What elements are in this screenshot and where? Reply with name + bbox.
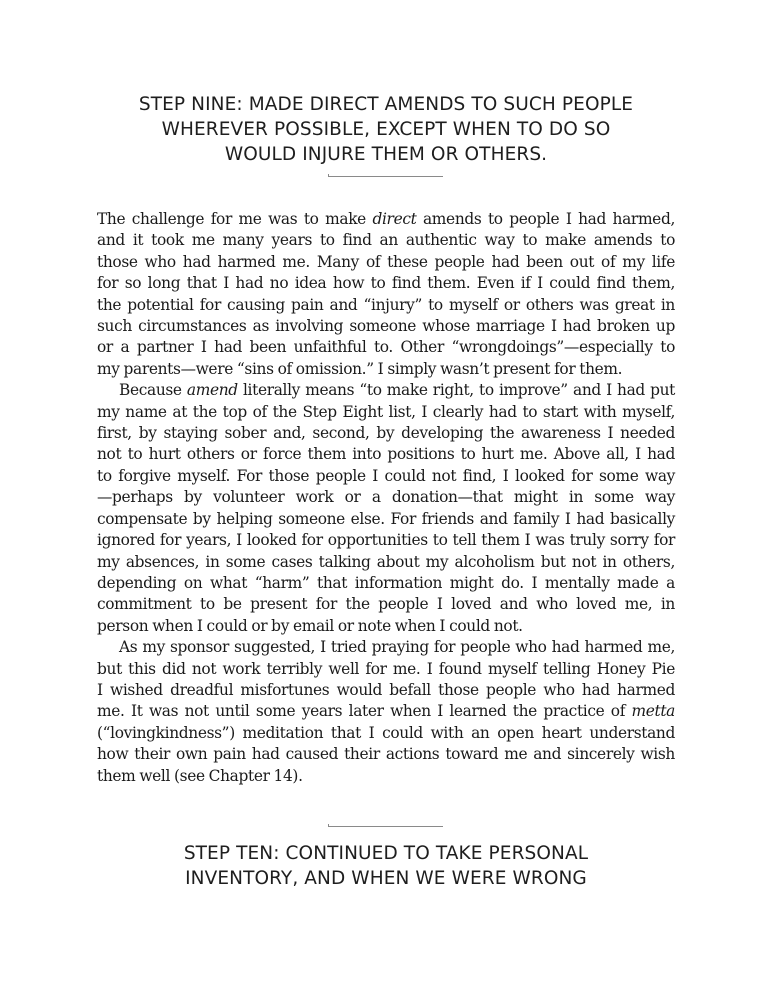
section-divider [328,176,443,177]
step-ten-heading [60,841,712,891]
paragraph [97,209,675,380]
text-line [97,380,675,401]
text-line [97,680,675,701]
text-segment: such circumstances as involving someone whose marriage I had broken up [97,317,675,336]
text-segment: amends to people I had harmed, [416,210,675,228]
text-line [97,466,675,487]
text-segment: me. It was not until some years later when I learned the practice of [97,702,632,721]
text-line [97,402,675,423]
text-segment: not to hurt others or force them into positions to hurt me. Above all, I had [97,445,675,464]
text-segment: my name at the top of the Step Eight list, I clearly had to start with myself, [97,402,675,421]
text-segment: my parents—were “sins of omission.” I simply wasn’t present for them. [97,359,623,378]
text-line [97,230,675,251]
text-line [97,766,675,787]
text-line [97,295,675,316]
text-line [97,552,675,573]
text-segment: my absences, in some cases talking about my alcoholism but not in others, [97,552,675,571]
text-segment: (“lovingkindness”) meditation that I could with an open heart understand [97,723,675,742]
text-line [97,637,675,658]
text-line [97,573,675,594]
text-segment: I wished dreadful misfortunes would befall those people who had harmed [97,680,675,699]
section-divider [328,826,443,827]
text-line [97,594,675,615]
text-segment: Because [119,381,187,400]
text-line [97,273,675,294]
text-line [97,423,675,444]
paragraph [97,637,675,787]
text-segment: or a partner I had been unfaithful to. Other “wrongdoings”—especially to [97,338,675,357]
step-nine-heading [60,92,712,167]
heading-line: STEP TEN: CONTINUED TO TAKE PERSONAL [183,843,589,864]
text-line [97,209,675,230]
text-segment: ignored for years, I looked for opportunities to tell them I was truly sorry for [97,531,675,550]
text-segment: but this did not work terribly well for me. I found myself telling Honey Pie [97,659,675,678]
text-line [97,359,675,380]
text-segment: first, by staying sober and, second, by developing the awareness I needed [97,424,675,443]
text-line [97,252,675,273]
text-line [97,744,675,765]
heading-line: WHEREVER POSSIBLE, EXCEPT WHEN TO DO SO [161,119,611,140]
text-segment: them well (see Chapter 14). [97,766,303,785]
text-segment: those who had harmed me. Many of these people had been out of my life [97,252,675,271]
text-segment: literally means “to make right, to improve” and I had put [237,381,675,400]
text-line [97,316,675,337]
paragraph [97,380,675,637]
text-segment: person when I could or by email or note when I could not. [97,616,523,635]
text-line [97,444,675,465]
text-segment: commitment to be present for the people I loved and who loved me, in [97,595,675,614]
text-segment: The challenge for me was to make [97,210,373,228]
text-segment: and it took me many years to find an authentic way to make amends to [97,231,675,250]
text-segment: As my sponsor suggested, I tried praying for people who had harmed me, [119,638,675,657]
heading-line: INVENTORY, AND WHEN WE WERE WRONG [185,868,587,889]
text-segment: —perhaps by volunteer work or a donation—that might in some way [97,488,675,507]
text-segment: how their own pain had caused their actions toward me and sincerely wish [97,745,675,764]
text-line [97,701,675,722]
body-text [97,209,675,787]
text-segment: for so long that I had no idea how to find them. Even if I could find them, [97,274,675,293]
text-segment: compensate by helping someone else. For friends and family I had basically [97,509,675,528]
text-line [97,337,675,358]
heading-line: STEP NINE: MADE DIRECT AMENDS TO SUCH PEOPLE [138,94,634,115]
text-segment: to forgive myself. For those people I could not find, I looked for some way [97,466,675,485]
text-line [97,659,675,680]
heading-line: WOULD INJURE THEM OR OTHERS. [224,144,548,165]
text-segment: the potential for causing pain and “injury” to myself or others was great in [97,295,675,314]
italic-text: amend [186,381,238,400]
italic-text: direct [372,210,417,228]
text-line [97,530,675,551]
text-line [97,487,675,508]
text-line [97,616,675,637]
text-line [97,723,675,744]
text-line [97,509,675,530]
text-segment: depending on what “harm” that information might do. I mentally made a [97,573,675,592]
italic-text: metta [631,702,675,721]
